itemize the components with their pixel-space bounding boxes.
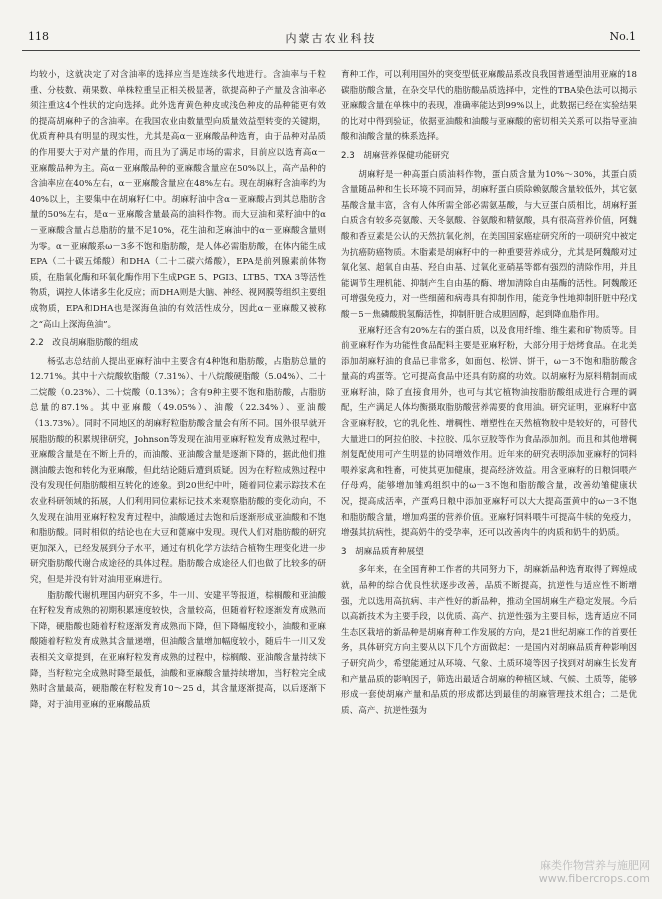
journal-title: 内蒙古农业科技 <box>285 32 377 45</box>
paragraph: 亚麻籽还含有20%左右的蛋白质，以及食用纤维、维生素和矿物质等。目前亚麻籽作为功能性食品配料主要是亚麻籽粉，大部分用于焙烤食品。在北美添加胡麻籽油的食品已非常多，如面包、松饼、饼干，ω－3不饱和脂肪酸含量高的鸡蛋等。它可提高食品中还具有防腐的功效。以胡麻籽为原料精制而成亚麻籽油，除了直接食用外，也可与其它植物油按脂肪酸组成进行合理的调配，生产满足人体均衡摄取脂肪酸营养需要的食用油。研究证明，亚麻籽中富含亚麻籽胶，它的乳化性、增稠性、增塑性在天然植物胶中是较好的，可替代大量进口的阿拉伯胶、卡拉胶、瓜尔豆胶等作为食品添加剂。而且和其他增稠剂复配使用可产生明显的协同增效作用。近年来的研究表明添加亚麻籽的饲料喂养家禽和牲畜，可使其更加健康，提高经济效益。用含亚麻籽的日粮饲喂产仔母鸡，能够增加雏鸡组织中的ω－3不饱和脂肪酸含量，改善幼雏健康状况，提高成活率，产蛋鸡日粮中添加亚麻籽可以大大提高蛋黄中的ω－3不饱和脂肪酸含量，增加鸡蛋的营养价值。亚麻籽饲料喂牛可提高牛犊的免疫力，增强其抗病性，提高奶牛的受孕率，还可以改善肉牛的肉质和奶牛的奶质。 <box>341 325 637 539</box>
page-number: 118 <box>28 30 49 43</box>
watermark-url: www.fibercrops.com <box>538 872 650 885</box>
paragraph: 脂肪酸代谢机理国内研究不多，牛一川、安建平等报道，棕榈酸和亚油酸在籽粒发育成熟的初期积累速度较快，含量较高，但随着籽粒逐渐发育成熟而下降，硬脂酸也随着籽粒逐渐发育成熟而下降，但下降幅度较小，油酸和亚麻酸随着籽粒发育成熟其含量递增，但油酸含量增加幅度较小，随后牛一川又发表相关文章提到，在亚麻籽粒发育成熟的过程中，棕榈酸、亚油酸含量持续下降，当籽粒完全成熟时降至最低，油酸和亚麻酸含量持续增加，当籽粒完全成熟时含量最高，硬脂酸在籽粒发育10～25 d，其含量逐渐提高，以后逐渐下降，对于油用亚麻的亚麻酸品质 <box>30 590 326 710</box>
page-header <box>22 30 640 48</box>
issue-number: No.1 <box>609 30 636 43</box>
section-heading-2-2: 2.2 改良胡麻脂肪酸的组成 <box>30 338 139 349</box>
paragraph: 胡麻籽是一种高蛋白质油料作物，蛋白质含量为10%～30%，其蛋白质含量随品种和生长环境不同而异，胡麻籽蛋白质除赖氨酸含量较低外，其它氨基酸含量丰富，含有人体所需全部必需氨基酸，与大豆蛋白质相比，胡麻籽蛋白质含有较多亮氨酸、天冬氨酸、谷氨酸和精氨酸，具有很高营养价值，阿魏酸和香豆素是公认的天然抗氧化剂，在美国国家癌症研究所的一项研究中被定为抗癌防癌物质。木脂素是胡麻籽中的一种重要营养成分，尤其是阿魏酸对过氧化氢、超氧自由基、羟自由基、过氧化亚硝基等都有强烈的清除作用，并且能调节生理机能、抑制产生自由基的酶、增加清除自由基酶的活性。阿魏酸还可增强免疫力，对一些细菌和病毒具有抑制作用，能竞争性地抑制肝脏中羟戊酸－5－焦磷酸脱氢酶活性，抑制肝脏合成胆固醇，起到降血脂作用。 <box>341 169 637 320</box>
paragraph: 育种工作，可以利用国外的突变型低亚麻酸品系改良我国普通型油用亚麻的18碳脂肪酸含量，在杂交早代的脂肪酸品质选择中，定性的TBA染色法可以揭示亚麻酸含量在单株中的表现，准确率能达到99%以上，此数据已经在实验结果的比对中得到验证，依据亚油酸和油酸与亚麻酸的密切相关关系可以指导亚油酸和油酸含量的株系选择。 <box>341 70 637 143</box>
left-column <box>30 68 326 858</box>
header-rule <box>22 50 640 51</box>
paragraph: 多年来，在全国育种工作者的共同努力下，胡麻新品种选育取得了辉煌成就，品种的综合优良性状逐步改善，品质不断提高，抗逆性与适应性不断增强，尤以选用高抗病、丰产性好的新品种，推动全国胡麻生产稳定发展。今后以高新技术为主要手段，以优质、高产、抗逆性强为主要目标，选育适应不同生态区栽培的新品种是胡麻育种工作发展的方向，是21世纪胡麻工作的首要任务，具体研究方向主要从以下几个方面做起：一是国内对胡麻品质育种影响因子研究尚少，希望能通过从环境、气象、土质环境等因子找到对胡麻生长发育和产量品质的影响因子，筛选出最适合胡麻的种植区域、气候、土质等，能够形成一套使胡麻产量和品质的形成都达到最佳的胡麻管理技术组合；二是优质、高产、抗逆性强为 <box>341 565 637 716</box>
section-heading-2-3: 2.3 胡麻营养保健功能研究 <box>341 150 450 161</box>
right-column <box>341 68 637 858</box>
watermark <box>539 859 650 885</box>
paragraph: 杨弘志总结前人提出亚麻籽油中主要含有4种饱和脂肪酸，占脂肪总量的12.71%。其中十六烷酸软脂酸（7.31%）、十八烷酸硬脂酸（5.04%）、二十二烷酸（0.23%）、二十烷酸（0.13%）；含有9种主要不饱和脂肪酸，占脂肪总量的87.1%。其中亚麻酸（49.05%）、油酸（22.34%）、亚油酸（13.73%）。同时不同地区的胡麻籽粒脂肪酸含量会有所不同。国外很早就开展脂肪酸的积累规律研究，Johnson等发现在油用亚麻籽粒发育成熟过程中，亚麻酸含量是在不断上升的，而油酸、亚油酸含量是逐渐下降的，据此他们推测油酸去饱和转化为亚麻酸，但此结论随后遭到质疑。因为在籽粒成熟过程中没有发现任何脂肪酸相互转化的迹象。到20世纪中叶，随着同位素示踪技术在农业科研领域的拓展，人们利用同位素标记技术来观察脂肪酸的变化动向，不久发现在油用亚麻籽粒发育过程中，油酸通过去饱和后逐渐形成亚油酸和不饱和脂肪酸。同时相似的结论也在大豆和蓖麻中发现。现代人们对脂肪酸的研究更加深入，已经发展到分子水平，通过有机化学方法结合植物生理变化进一步研究脂肪酸代谢合成途径的具体过程。脂肪酸合成途径人们也做了比较多的研究，但是并没有针对油用亚麻进行。 <box>30 356 326 585</box>
paragraph: 均较小，这就决定了对含油率的选择应当是连续多代地进行。含油率与千粒重、分枝数、蒴果数、单株粒重呈正相关极显著，欲提高种子产量及含油率必须注重这4个性状的定向选择。此外选育黄色种皮或浅色种皮的品种能更有效的提高胡麻种子的含油率。在我国农业由数量型向质量效益型转变的关键期，优质育种具有明显的现实性，尤其是高α－亚麻酸品种选育，由于品种对品质的作用要大于对产量的作用，而且为了满足市场的需求，目前应以选育高α－亚麻酸品种为主。高α－亚麻酸品种的亚麻酸含量应在50%以上，高产品种的含油率应在40%左右，α－亚麻酸含量应在48%左右。现在胡麻籽含油率约为40%以上，主要集中在胡麻籽仁中。胡麻籽油中含α－亚麻酸占到其总脂肪含量的50%左右，是α－亚麻酸含量最高的油料作物。而大豆油和菜籽油中的α－亚麻酸含量占总脂肪的量不足10%，花生油和芝麻油中的α－亚麻酸含量则为零。α－亚麻酸系ω－3多不饱和脂肪酸，是人体必需脂肪酸，在体内能生成EPA（二十碳五烯酸）和DHA（二十二碳六烯酸），EPA是前列腺素前体物质，在脂氧化酶和环氧化酶作用下生成PGE 5、PGI3、LTB5、TXA 3等活性物质，调控人体诸多生化反应；而DHA则是大脑、神经、视网膜等组织主要组成物质，EPA和DHA也是深海鱼油的有效活性成分，因此α－亚麻酸又被称之“高山上深海鱼油”。 <box>30 70 326 330</box>
section-heading-3: 3 胡麻品质育种展望 <box>341 546 424 557</box>
watermark-site-name: 麻类作物营养与施肥网 <box>540 859 650 872</box>
